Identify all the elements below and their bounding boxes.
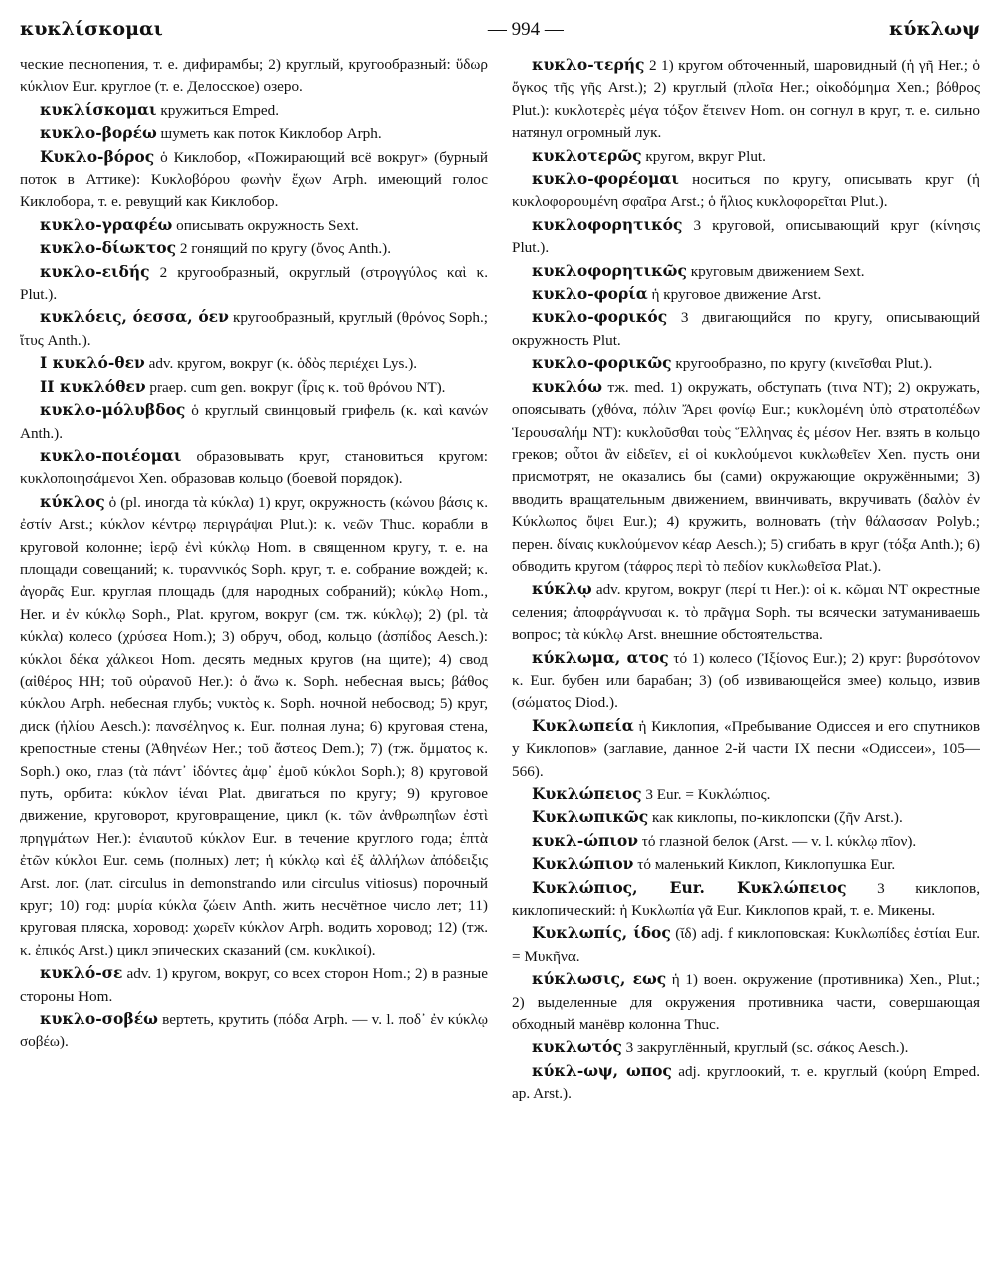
entry-definition: ὁ (pl. иногда τὰ κύκλα) 1) круг, окружность (κώνου βάσις κ. ἐστίν Arst.; κύκλον κέντρῳ περιγράψαι Plut.): κ. νεῶν Thuc. корабли в круговой колонне; ἱερῷ ἐνὶ κύκλῳ Hom. в священном кругу, т. е. на площади совещаний; κ. τυραννικός Soph. круг, т. е. собрание вождей; κ. ἀγορᾶς Eur. круглая площадь (для народных собраний); κύκλῳ Hom., Her. и ἐν κύκλῳ Soph., Plat. кругом, вокруг (см. тж. κύκλῳ); 2) (pl. τὰ κύκλα) колесо (χρύσεα Hom.); 3) обруч, обод, кольцо (ἀσπίδος Aesch.): κύκλοι δέκα χάλκεοι Hom. десять медных кругов (на щите); 4) свод (αἰθέρος HH; τοῦ οὐρανοῦ Her.): ὁ ἄνω κ. Soph. небесная высь; βάθος κύκλου Arph. небесная глубь; νυκτὸς κ. Soph. ночной небосвод; 5) круг, диск (ἡλίου Aesch.): πανσέληνος κ. Eur. полная луна; 6) круговая стена, крепостные стены (Ἀθηνέων Her.; τοῦ ἄστεος Dem.); 7) (тж. ὄμματος κ. Soph.) око, глаз (τὰ πάντ᾽ ἰδόντες ἀμφ᾽ ἐμοῦ κύκλοι Soph.); 8) круговой путь, орбита: κύκλον ἰέναι Plat. двигаться по кругу; 9) круговое движение, круговорот, круговращение, цикл (κ. τῶν ἀνθρωπηΐων ἐστὶ πρηγμάτων Her.): ἐνιαυτοῦ κύκλον Eur. в течение круглого года; ἑπτὰ ἐτῶν κύκλοι Eur. семь (полных) лет; ἡ κύκλῳ καὶ ἐξ ἀλλήλων ἀπόδειξις Arst. лог. (лат. circulus in demonstrando или circulus vitiosus) порочный круг; 10) год: μυρία κύκλα ζώειν Anth. жить несчётное число лет; 11) круговая пляска, хоровод: χωρεῖν κύκλον Arph. водить хоровод; 12) (тж. κ. ἐπικός Arst.) цикл эпических сказаний (см. κυκλικοί). [20,493,488,959]
entry-headword: Κυκλώπιος, Eur. Κυκλώπειος [532,877,847,897]
dictionary-entry [20,122,488,145]
text-columns [20,54,980,1254]
dictionary-entry [512,806,980,829]
right-column [512,54,980,1254]
dictionary-entry [512,830,980,853]
dictionary-entry [20,237,488,260]
dictionary-entry [512,715,980,783]
dictionary-entry [512,168,980,214]
entry-definition: ἡ Киклопия, «Пребывание Одиссея и его спутников у Киклопов» (заглавие, данное 2-й части IX песни «Одиссеи», 105—566). [512,717,980,780]
dictionary-entry [20,261,488,307]
dictionary-entry [512,968,980,1036]
dictionary-entry [20,445,488,491]
dictionary-entry [20,1008,488,1054]
entry-definition: ческие песнопения, т. е. дифирамбы; 2) круглый, кругообразный: ὕδωρ κύκλιον Eur. круглое (т. е. Делосское) озеро. [20,56,488,96]
entry-headword: κυκλο-σοβέω [40,1009,158,1029]
dictionary-entry [512,1060,980,1106]
dictionary-entry [20,214,488,237]
entry-definition: вертеть, крутить (πόδα Arph. — v. l. ποδ᾽ ἐν κύκλῳ σοβέω). [20,1011,488,1051]
running-head-left: κυκλίσκομαι [20,18,163,40]
running-head-right: κύκλωψ [889,18,980,40]
dictionary-entry [512,647,980,715]
entry-headword: κυκλο-ειδής [40,261,150,281]
entry-definition: кругом, вкруг Plut. [641,147,766,165]
entry-headword: Κυκλώπειος [532,784,642,803]
entry-headword: Κυκλώπιον [532,854,634,874]
dictionary-entry [512,877,980,923]
dictionary-entry [512,283,980,306]
entry-definition: adv. 1) кругом, вокруг, со всех сторон Hom.; 2) в разные стороны Hom. [20,965,488,1005]
entry-headword: κυκλίσκομαι [40,99,157,119]
entry-definition: τό 1) колесо (Ἰξίονος Eur.); 2) круг: βυρσότονον κ. Eur. бубен или барабан; 3) (об извивающейся змее) кольцо, извив (σώματος Diod.). [512,649,980,712]
entry-definition: круговым движением Sext. [686,262,865,280]
entry-definition: adj. круглоокий, т. е. круглый (κούρη Emped. ap. Arst.). [512,1062,980,1103]
entry-definition: тж. med. 1) окружать, обступать (τινα NT); 2) окружать, опоясывать (χθόνα, πόλιν Ἄρει φονίῳ Eur.; κυκλομένη ὑπὸ στρατοπέδων Ἱερουσαλήμ NT): κυκλοῦσθαι τοὺς Ἕλληνας ἐς μέσον Her. взять в кольцо греков; οὗτοι ἂν εἰδεῖεν, εἰ οἱ κυκλούμενοι κυκλωθεῖεν Xen. пусть они присмотрят, не оказались бы (сами) окружающие окружёнными; 3) вводить вращательным движением, ввинчивать, вкручивать (δαλὸν ἐν Κύκλωπος ὄψει Eur.); 4) кружить, волновать (τὴν θάλασσαν Polyb.; перен. δίναις κυκλούμενον κέαρ Aesch.); 5) сгибать в круг (τόξα Anth.); 6) обводить кругом (τάφρος περὶ τὸ πεδίον κυκλωθεῖσα Plat.). [512,378,980,575]
entry-headword: I κυκλό-θεν [40,353,145,373]
entry-headword: κυκλο-φορία [532,284,648,304]
entry-headword: κυκλο-μόλυβδος [40,400,186,420]
entry-headword: Κυκλωπικῶς [532,807,649,827]
entry-headword: κυκλο-βορέω [40,123,157,143]
dictionary-entry [20,54,488,99]
entry-definition: кругообразный, круглый (θρόνος Soph.; ἴτυς Anth.). [20,309,488,349]
entry-definition: 3 двигающийся по кругу, описывающий окружность Plut. [512,309,980,349]
dictionary-entry [512,352,980,375]
entry-definition: praep. cum gen. вокруг (ἶρις κ. τοῦ θρόνου NT). [145,378,446,396]
dictionary-entry [20,146,488,214]
left-column [20,54,488,1254]
entry-headword: Κυκλωπεία [532,715,634,735]
entry-headword: κυκλοφορητικῶς [532,260,687,280]
entry-definition: ὁ Киклобор, «Пожирающий всё вокруг» (бурный поток в Аттике): Κυκλοβόρου φωνὴν ἔχων Arph. имеющий голос Киклобора, т. е. ревущий как Киклобор. [20,148,488,211]
entry-headword: κύκλωμα, ατος [532,647,669,667]
entry-definition: τό глазной белок (Arst. — v. l. κύκλῳ πῖον). [638,832,917,850]
entry-headword: κυκλοτερῶς [532,145,642,165]
entry-headword: κύκλ-ωψ, ωπος [532,1060,672,1080]
entry-definition: 3 круговой, описывающий круг (κίνησις Plut.). [512,216,980,257]
dictionary-entry [512,922,980,968]
entry-definition: описывать окружность Sext. [172,216,359,234]
dictionary-entry [512,214,980,260]
entry-definition: τό маленький Киклоп, Киклопушка Eur. [633,856,896,874]
dictionary-entry [512,145,980,168]
entry-headword: κυκλο-φορέομαι [532,169,679,189]
dictionary-entry [20,491,488,963]
dictionary-entry [20,99,488,122]
dictionary-entry [20,962,488,1008]
entry-definition: как киклопы, по-киклопски (ζῆν Arst.). [648,809,903,827]
entry-headword: Κυκλωπίς, ίδος [532,923,671,943]
entry-headword: κυκλόεις, όεσσα, όεν [40,307,229,327]
entry-definition: образовывать круг, становиться кругом: κυκλοποιησάμενοι Xen. образовав кольцо (боевой порядок). [20,447,488,488]
dictionary-entry [512,260,980,283]
entry-headword: κυκλο-δίωκτος [40,238,177,258]
entry-definition: шуметь как поток Киклобор Arph. [156,125,382,143]
entry-definition: (ῐδ) adj. f киклоповская: Κυκλωπίδες ἑστίαι Eur. = Μυκῆνα. [512,925,980,965]
entry-headword: κύκλος [40,491,105,511]
entry-definition: ὁ круглый свинцовый грифель (κ. καὶ κανών Anth.). [20,402,488,442]
entry-headword: Κυκλο-βόρος [40,146,155,166]
entry-definition: носиться по кругу, описывать круг (ἡ κυκλοφορουμένη σφαῖρα Arst.; ὁ ἥλιος κυκλοφορεῖται Plut.). [512,171,980,211]
dictionary-entry [512,376,980,579]
entry-headword: κυκλό-σε [40,963,123,983]
dictionary-entry [512,54,980,145]
entry-definition: 2 кругообразный, округлый (στρογγύλος καὶ κ. Plut.). [20,263,488,304]
entry-definition: ἡ круговое движение Arst. [647,286,822,304]
dictionary-entry [512,853,980,876]
entry-definition: 3 киклопов, киклопический: ἡ Κυκλωπία γᾶ Eur. Киклопов край, т. е. Микены. [512,879,980,920]
page-header [20,18,980,54]
dictionary-entry [512,578,980,646]
entry-headword: κυκλο-γραφέω [40,214,173,234]
entry-definition: 2 1) кругом обточенный, шаровидный (ἡ γῆ Her.; ὁ ὄγκος τῆς γῆς Arst.); 2) круглый (πλοῖα Her.; οἰκοδόμημα Xen.; βόθρος Plut.): κυκλοτερὲς μέγα τόξον ἔτεινεν Hom. он согнул в круг, т. е. сильно натянул огромный лук. [512,57,980,142]
dictionary-entry [20,306,488,352]
entry-definition: adv. кругом, вокруг (περί τι Her.): οἱ κ. κῶμαι NT окрестные селения; ἀποφράγνυσαι κ. τὸ πρᾶγμα Soph. ты всячески затуманиваешь вопрос; τὰ κύκλῳ Arst. внешние обстоятельства. [512,581,980,644]
dictionary-entry [20,399,488,445]
page-number: — 994 — [487,19,564,40]
entry-headword: κυκλοφορητικός [532,214,683,234]
entry-headword: II κυκλόθεν [40,376,146,396]
entry-headword: κυκλόω [532,376,602,396]
entry-definition: 3 Eur. = Κυκλώπιος. [641,786,771,803]
dictionary-entry [20,352,488,375]
entry-definition: кружиться Emped. [156,101,280,119]
entry-headword: κυκλο-φορικῶς [532,353,672,373]
dictionary-entry [512,783,980,806]
entry-headword: κυκλο-τερής [532,55,645,74]
entry-headword: κύκλῳ [532,579,592,599]
entry-definition: 3 закруглённый, круглый (sc. σάκος Aesch.). [621,1039,909,1057]
entry-definition: adv. кругом, вокруг (κ. ὁδὸς περιέχει Lys.). [144,355,418,373]
entry-headword: κυκλωτός [532,1037,622,1057]
entry-definition: кругообразно, по кругу (κινεῖσθαι Plut.). [671,355,933,373]
dictionary-entry [20,376,488,399]
dictionary-entry [512,306,980,352]
entry-headword: κύκλωσις, εως [532,969,667,989]
entry-headword: κυκλο-ποιέομαι [40,445,182,465]
entry-definition: ἡ 1) воен. окружение (противника) Xen., Plut.; 2) выделенные для окружения противника части, совершающая обходный манёвр колонна Thuc. [512,971,980,1034]
entry-definition: 2 гонящий по кругу (ὄνος Anth.). [176,240,392,258]
entry-headword: κυκλο-φορικός [532,307,668,327]
dictionary-entry [512,1036,980,1059]
entry-headword: κυκλ-ώπιον [532,830,638,850]
